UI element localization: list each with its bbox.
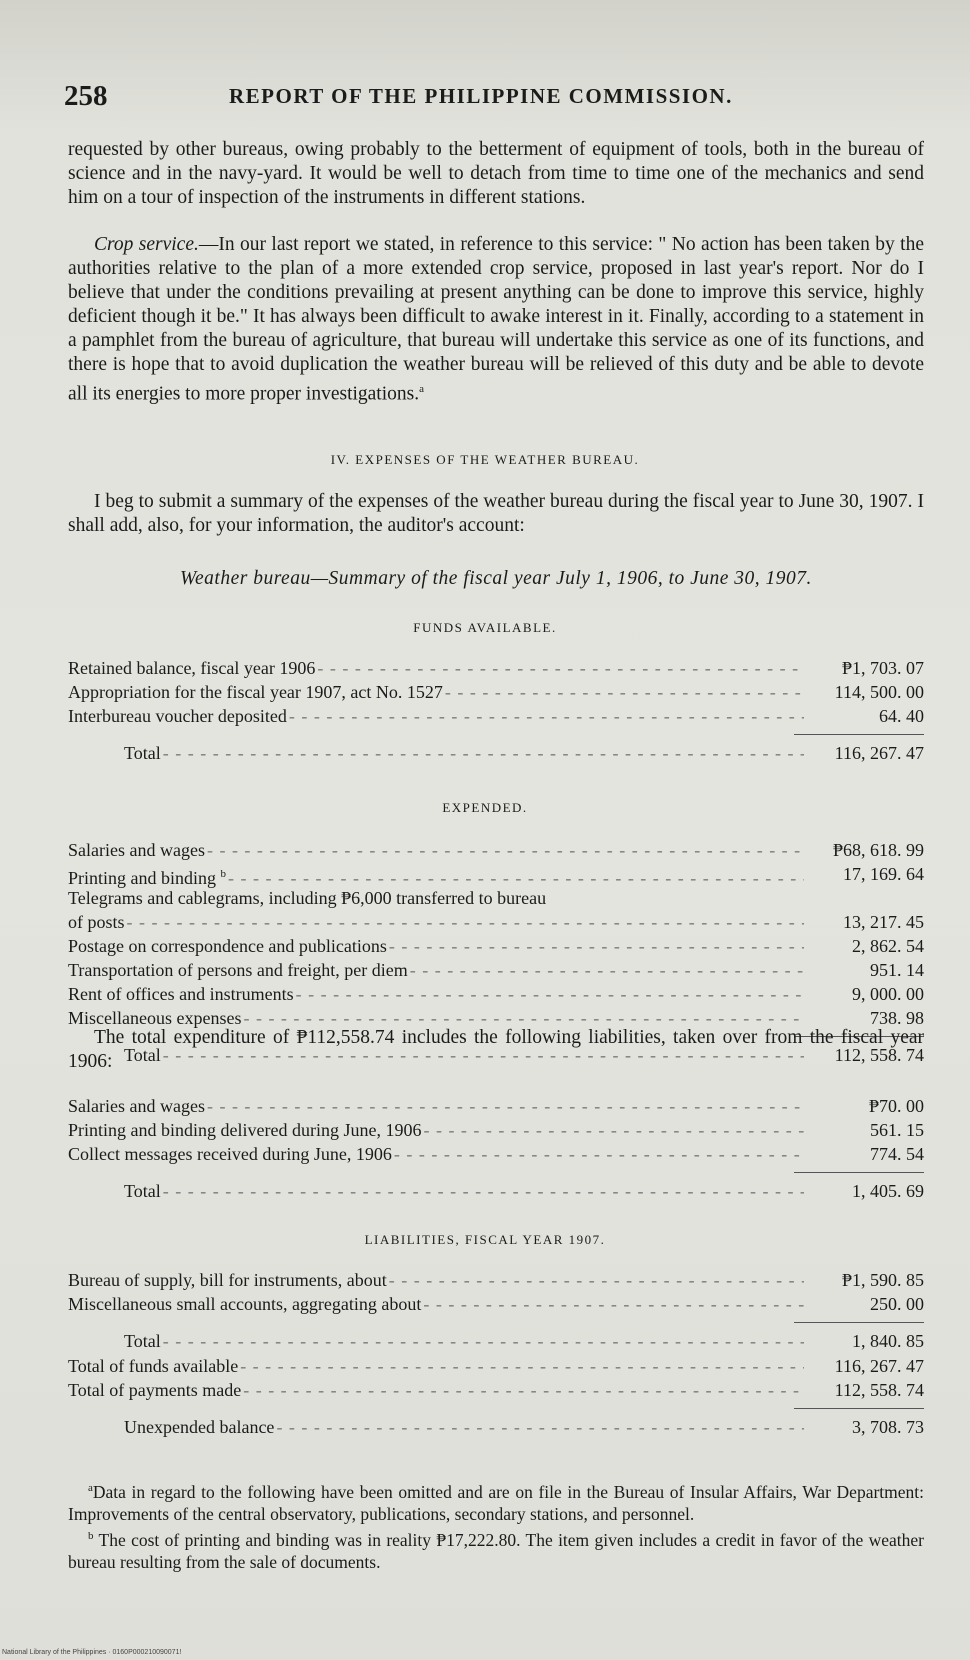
footnote-mark-b: b bbox=[88, 1529, 94, 1542]
ledger-balance-row bbox=[68, 1415, 924, 1439]
footnote-a bbox=[68, 1477, 924, 1525]
balance-amount: 3, 708. 73 bbox=[852, 1417, 924, 1437]
crop-service-lead: Crop service. bbox=[94, 234, 199, 255]
row-label: Bureau of supply, bill for instruments, about - - - bbox=[68, 1268, 804, 1292]
ledger-funds-available bbox=[68, 656, 924, 765]
crop-service-text: —In our last report we stated, in reference to this service: " No action has been taken by the authorities relative to the plan of a more extended crop service, proposed in last year's report. Nor do I believe that under the conditions prevailing at present anything can be done to improve this service, highly deficient though it be." It has always been difficult to awake interest in it. Finally, according to a statement in a pamphlet from the bureau of agriculture, that bureau will undertake this service as one of its functions, and there is hope that to avoid duplication the weather bureau will be relieved of this duty and be able to devote all its energies to more proper investigations. bbox=[68, 234, 924, 405]
page-number: 258 bbox=[64, 80, 108, 112]
total-label: Total - - - bbox=[124, 741, 804, 765]
balance-label: Unexpended balance - - - bbox=[124, 1415, 804, 1439]
row-amount: 951. 14 bbox=[870, 960, 924, 980]
heading-funds-available: FUNDS AVAILABLE. bbox=[413, 620, 557, 635]
ledger-row bbox=[68, 934, 924, 958]
paragraph-summary-intro: I beg to submit a summary of the expenses of the weather bureau during the fiscal year to June 30, 1907. I shall add, also, for your information, the auditor's account: bbox=[68, 491, 924, 536]
total-amount: 112, 558. 74 bbox=[834, 1045, 924, 1065]
row-amount: ₱1, 590. 85 bbox=[841, 1270, 924, 1290]
row-amount: 112, 558. 74 bbox=[834, 1380, 924, 1400]
footnote-b-text: The cost of printing and binding was in reality ₱17,222.80. The item given includes a credit in favor of the weather bureau resulting from the sale of documents. bbox=[68, 1529, 925, 1572]
row-amount: ₱1, 703. 07 bbox=[841, 658, 924, 678]
total-label: Total - - - bbox=[124, 1179, 804, 1203]
row-label: Transportation of persons and freight, per diem - - - bbox=[68, 958, 804, 982]
row-label: Retained balance, fiscal year 1906 - - - bbox=[68, 656, 804, 680]
row-label: Printing and binding delivered during June, 1906 - - - bbox=[68, 1118, 804, 1142]
row-label: Miscellaneous expenses - - - bbox=[68, 1006, 804, 1030]
row-label: Interbureau voucher deposited - - - bbox=[68, 704, 804, 728]
row-amount: 9, 000. 00 bbox=[852, 984, 924, 1004]
row-amount: ₱68, 618. 99 bbox=[832, 840, 924, 860]
ledger-total-row bbox=[68, 1179, 924, 1203]
heading-expended: EXPENDED. bbox=[442, 800, 528, 815]
running-head: REPORT OF THE PHILIPPINE COMMISSION. bbox=[229, 84, 733, 108]
heading-liabilities-1907: LIABILITIES, FISCAL YEAR 1907. bbox=[364, 1232, 606, 1247]
row-amount: 13, 217. 45 bbox=[843, 912, 924, 932]
row-amount: 64. 40 bbox=[879, 706, 924, 726]
ledger-total-row bbox=[68, 741, 924, 765]
footnote-b bbox=[68, 1525, 924, 1573]
ledger-row bbox=[68, 886, 924, 910]
row-amount: 774. 54 bbox=[870, 1144, 924, 1164]
paragraph-liabilities-intro: The total expenditure of ₱112,558.74 includes the following liabilities, taken over from the fiscal year 1906: bbox=[68, 1027, 924, 1072]
row-amount: 561. 15 bbox=[870, 1120, 924, 1140]
ledger-row bbox=[68, 1268, 924, 1292]
row-label: Total of funds available - - - bbox=[68, 1354, 804, 1378]
ledger-row bbox=[68, 958, 924, 982]
section-heading-expenses: IV. EXPENSES OF THE WEATHER BUREAU. bbox=[330, 452, 640, 467]
total-label: Total - - - bbox=[124, 1043, 804, 1067]
paragraph-instruments: requested by other bureaus, owing probably to the betterment of equipment of tools, both in the bureau of science and in the navy-yard. It would be well to detach from time to time one of the mechanics and send him on a tour of inspection of the instruments in different stations. bbox=[68, 139, 924, 208]
row-label: Salaries and wages - - - bbox=[68, 838, 804, 862]
row-label-text: Printing and binding bbox=[68, 868, 216, 888]
footnote-ref-a: a bbox=[419, 383, 424, 395]
ledger-row bbox=[68, 1354, 924, 1378]
paragraph-crop-service bbox=[68, 233, 924, 407]
row-label: Total of payments made - - - bbox=[68, 1378, 804, 1402]
row-amount: 17, 169. 64 bbox=[843, 864, 924, 884]
row-label: of posts - - - bbox=[68, 910, 804, 934]
row-amount: ₱70. 00 bbox=[868, 1096, 924, 1116]
total-amount: 116, 267. 47 bbox=[834, 743, 924, 763]
footnote-mark-a: a bbox=[88, 1482, 93, 1494]
ledger-row bbox=[68, 656, 924, 680]
footnotes bbox=[68, 1477, 924, 1573]
ledger-liabilities-1907 bbox=[68, 1268, 924, 1353]
row-amount: 2, 862. 54 bbox=[852, 936, 924, 956]
row-amount: 250. 00 bbox=[870, 1294, 924, 1314]
table-title: Weather bureau—Summary of the fiscal year July 1, 1906, to June 30, 1907. bbox=[180, 568, 812, 589]
row-label: Collect messages received during June, 1906 - - - bbox=[68, 1142, 804, 1166]
ledger-row bbox=[68, 982, 924, 1006]
total-amount: 1, 405. 69 bbox=[852, 1181, 924, 1201]
total-amount: 1, 840. 85 bbox=[852, 1331, 924, 1351]
row-label: Appropriation for the fiscal year 1907, act No. 1527 - - - bbox=[68, 680, 804, 704]
row-label: Postage on correspondence and publications - - - bbox=[68, 934, 804, 958]
ledger-liabilities-1906 bbox=[68, 1094, 924, 1203]
footnote-ref-b: b bbox=[220, 868, 226, 880]
ledger-row bbox=[68, 838, 924, 862]
row-amount: 114, 500. 00 bbox=[834, 682, 924, 702]
ledger-total-row bbox=[68, 1329, 924, 1353]
ledger-row bbox=[68, 1292, 924, 1316]
row-label: Salaries and wages - - - bbox=[68, 1094, 804, 1118]
ledger-row bbox=[68, 704, 924, 728]
total-rule bbox=[794, 1172, 924, 1173]
ledger-row bbox=[68, 1142, 924, 1166]
row-amount: 116, 267. 47 bbox=[834, 1356, 924, 1376]
row-label: Rent of offices and instruments - - - bbox=[68, 982, 804, 1006]
page-header bbox=[64, 80, 920, 120]
ledger-row bbox=[68, 910, 924, 934]
total-rule bbox=[794, 1322, 924, 1323]
ledger-summary bbox=[68, 1354, 924, 1439]
total-rule bbox=[794, 734, 924, 735]
row-amount: 738. 98 bbox=[870, 1008, 924, 1028]
ledger-row bbox=[68, 1118, 924, 1142]
ledger-row bbox=[68, 1378, 924, 1402]
total-label: Total - - - bbox=[124, 1329, 804, 1353]
row-label: Telegrams and cablegrams, including ₱6,000 transferred to bureau bbox=[68, 888, 547, 908]
library-stamp: National Library of the Philippines · 0160P000210090071! bbox=[2, 1649, 182, 1656]
ledger-row bbox=[68, 862, 924, 886]
footnote-a-text: Data in regard to the following have been omitted and are on file in the Bureau of Insular Affairs, War Department: Improvements of the central observatory, publications, secondary stations, and personnel. bbox=[68, 1481, 924, 1524]
ledger-row bbox=[68, 1094, 924, 1118]
total-rule bbox=[794, 1408, 924, 1409]
row-label: Miscellaneous small accounts, aggregating about - - - bbox=[68, 1292, 804, 1316]
ledger-row bbox=[68, 680, 924, 704]
